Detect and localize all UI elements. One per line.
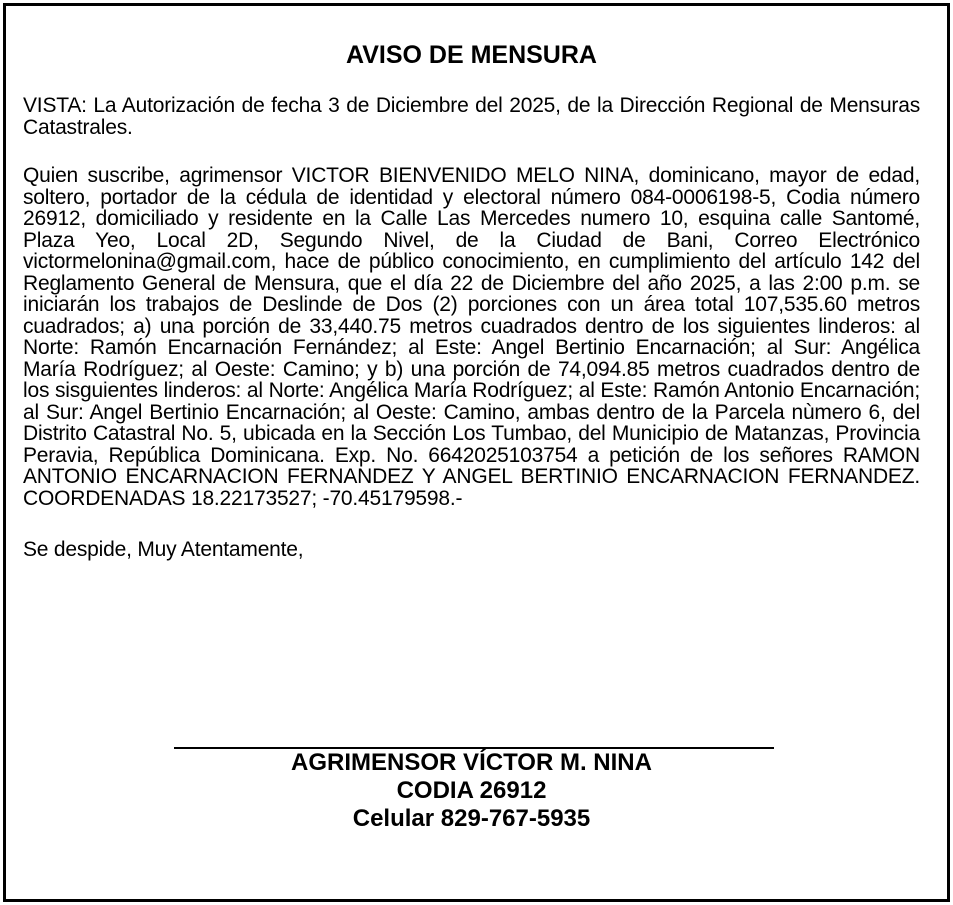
- closing-line: Se despide, Muy Atentamente,: [23, 538, 304, 561]
- notice-content: [23, 40, 920, 561]
- signature-block: [23, 749, 920, 833]
- body-paragraph: Quien suscribe, agrimensor VICTOR BIENVENIDO MELO NINA, dominicano, mayor de edad, soltero, portador de la cédula de identidad y electoral número 084-0006198-5, Codia número 26912, domiciliado y residente en la Calle Las Mercedes numero 10, esquina calle Santomé, Plaza Yeo, Local 2D, Segundo Nivel, de la Ciudad de Bani, Correo Electrónico victormelonina@gmail.com, hace de público conocimiento, en cumplimiento del artículo 142 del Reglamento General de Mensura, que el día 22 de Diciembre del año 2025, a las 2:00 p.m. se iniciarán los trabajos de Deslinde de Dos (2) porciones con un área total 107,535.60 metros cuadrados; a) una porción de 33,440.75 metros cuadrados dentro de los siguientes linderos: al Norte: Ramón Encarnación Fernández; al Este: Angel Bertinio Encarnación; al Sur: Angélica María Rodríguez; al Oeste: Camino; y b) una porción de 74,094.85 metros cuadrados dentro de los sisguientes linderos: al Norte: Angélica María Rodríguez; al Este: Ramón Antonio Encarnación; al Sur: Angel Bertinio Encarnación; al Oeste: Camino, ambas dentro de la Parcela nùmero 6, del Distrito Catastral No. 5, ubicada en la Sección Los Tumbao, del Municipio de Matanzas, Provincia Peravia, República Dominicana. Exp. No. 6642025103754 a petición de los señores RAMON ANTONIO ENCARNACION FERNANDEZ Y ANGEL BERTINIO ENCARNACION FERNANDEZ. COORDENADAS 18.22173527; -70.45179598.-: [23, 164, 920, 510]
- signature-name: AGRIMENSOR VÍCTOR M. NINA: [291, 749, 652, 776]
- notice-title: AVISO DE MENSURA: [346, 41, 597, 69]
- vista-paragraph: VISTA: La Autorización de fecha 3 de Diciembre del 2025, de la Dirección Regional de Mensuras Catastrales.: [23, 94, 920, 139]
- signature-codia: CODIA 26912: [396, 777, 547, 804]
- signature-phone: Celular 829-767-5935: [352, 805, 591, 832]
